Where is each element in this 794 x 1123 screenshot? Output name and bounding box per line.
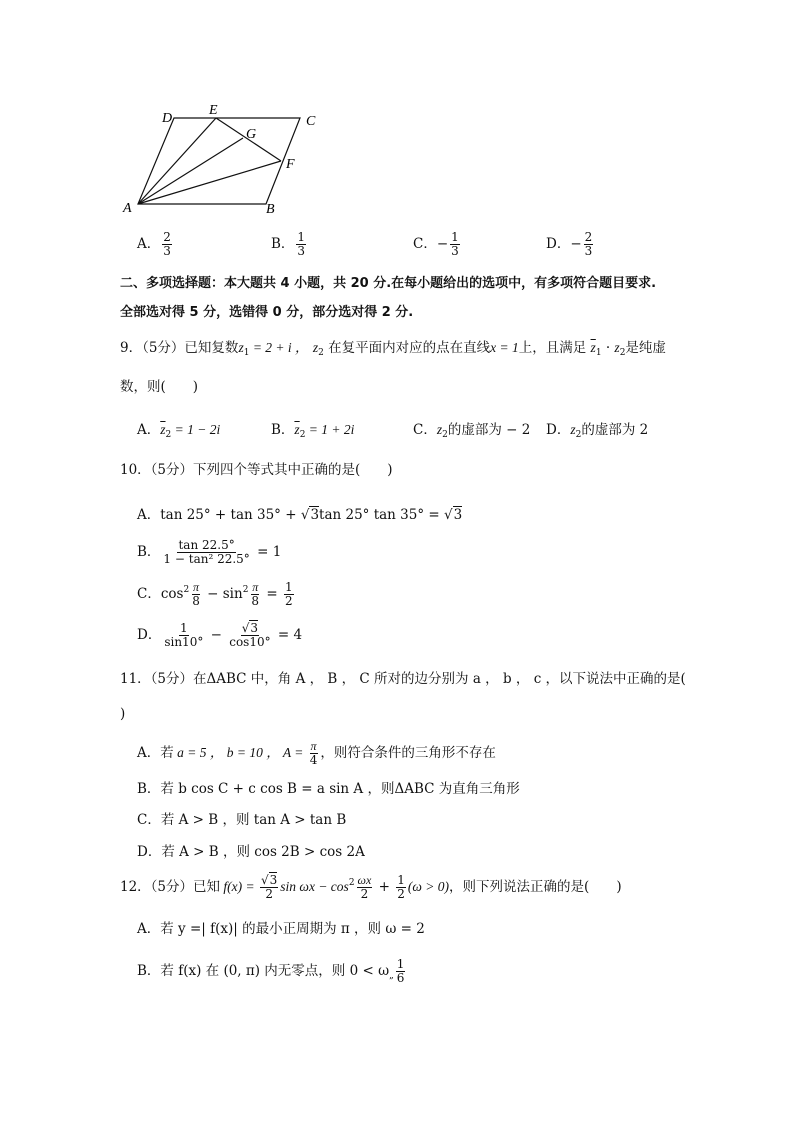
q9-option-c: C．$z_2$的虚部为 − 2 — [413, 422, 531, 440]
q10-option-c: C．$\cos^2$ $\frac{\pi}{8}$ − $\sin^2$ $\frac{\pi}{8}$ = $\frac{1}{2}$ — [137, 580, 293, 608]
label-g: G — [246, 127, 257, 142]
label-d: D — [162, 111, 173, 126]
label-b: B — [266, 202, 275, 217]
label-c: C — [306, 114, 316, 129]
section-heading-line1: 二、多项选择题：本大题共 4 小题，共 20 分.在每小题给出的选项中，有多项符合题目要求. — [120, 276, 657, 291]
q11-stem-line2: ) — [120, 706, 126, 722]
q9-option-b: B．$\overline{z}_2 = 1 + 2i$ — [271, 422, 355, 440]
label-e: E — [209, 103, 218, 118]
q10-option-a: A．tan 25° + tan 35° + √3tan 25° tan 35° = √3 — [137, 507, 463, 523]
q12-option-a: A．若 y =| f(x)| 的最小正周期为 π ，则 ω = 2 — [137, 921, 425, 937]
q11-stem: 11．（5分）在ΔABC 中，角 A ， B ， C 所对的边分别为 a ， b ， c ，以下说法中正确的是( — [120, 671, 686, 687]
section-heading-line2: 全部选对得 5 分，选错得 0 分，部分选对得 2 分. — [120, 305, 414, 320]
q9-stem-line2: 数，则( ) — [120, 379, 199, 395]
q11-option-d: D．若 A > B ，则 cos 2B > cos 2A — [137, 844, 365, 860]
q12-option-b: B．若 f(x) 在 (0, π) 内无零点，则 $0 < \omega_„$ $\frac{1}{6}$ — [137, 957, 405, 985]
q10-stem: 10．（5分）下列四个等式其中正确的是( ) — [120, 462, 393, 478]
q8-option-a: A． $\frac{2}{3}$ — [137, 230, 171, 258]
parallelogram-figure — [118, 100, 338, 220]
q11-option-b: B．若 b cos C + c cos B = a sin A ，则ΔABC 为直角三角形 — [137, 781, 520, 797]
q9-stem: 9．（5分）已知复数$z_1 = 2 + i$ ， $z_2$ 在复平面内对应的点在直线x = 1上，且满足 $\overline{z}_1 \cdot z_2$是纯虚 — [120, 340, 666, 358]
segment-af — [138, 161, 281, 204]
segment-ag — [138, 138, 243, 204]
label-f: F — [286, 157, 295, 172]
q8-option-b: B． $\frac{1}{3}$ — [271, 230, 306, 258]
q10-option-b: B． $\frac{\tan 22.5^\circ}{\text{1 − tan² 22.5°}}$ = 1 — [137, 538, 282, 566]
q9-option-a: A．$\overline{z}_2 = 1 - 2i$ — [137, 422, 221, 440]
q12-stem: 12．（5分）已知 f(x) = $\frac{√3}{2}$ $\sin \omega x - \cos^2$ $\frac{\omega x}{2}$ + $\frac{1}{2}$ (ω > 0)，则下列说法正确的是( ) — [120, 873, 622, 901]
q10-option-d: D． $\frac{1}{\sin 10^\circ}$ − $\frac{√3}{\cos 10^\circ}$ = 4 — [137, 621, 303, 649]
q9-option-d: D．$z_2$的虚部为 2 — [546, 422, 649, 440]
q8-option-c: C．− $\frac{1}{3}$ — [413, 230, 459, 258]
q11-option-c: C．若 A > B ，则 tan A > tan B — [137, 812, 347, 828]
segment-ae — [138, 118, 216, 204]
q8-option-d: D．− $\frac{2}{3}$ — [546, 230, 593, 258]
label-a: A — [123, 201, 132, 216]
q11-option-a: A．若 a = 5 ， b = 10 ， A = $\frac{\pi}{4}$ ，则符合条件的三角形不存在 — [137, 739, 496, 767]
parallelogram-shape — [138, 118, 300, 204]
